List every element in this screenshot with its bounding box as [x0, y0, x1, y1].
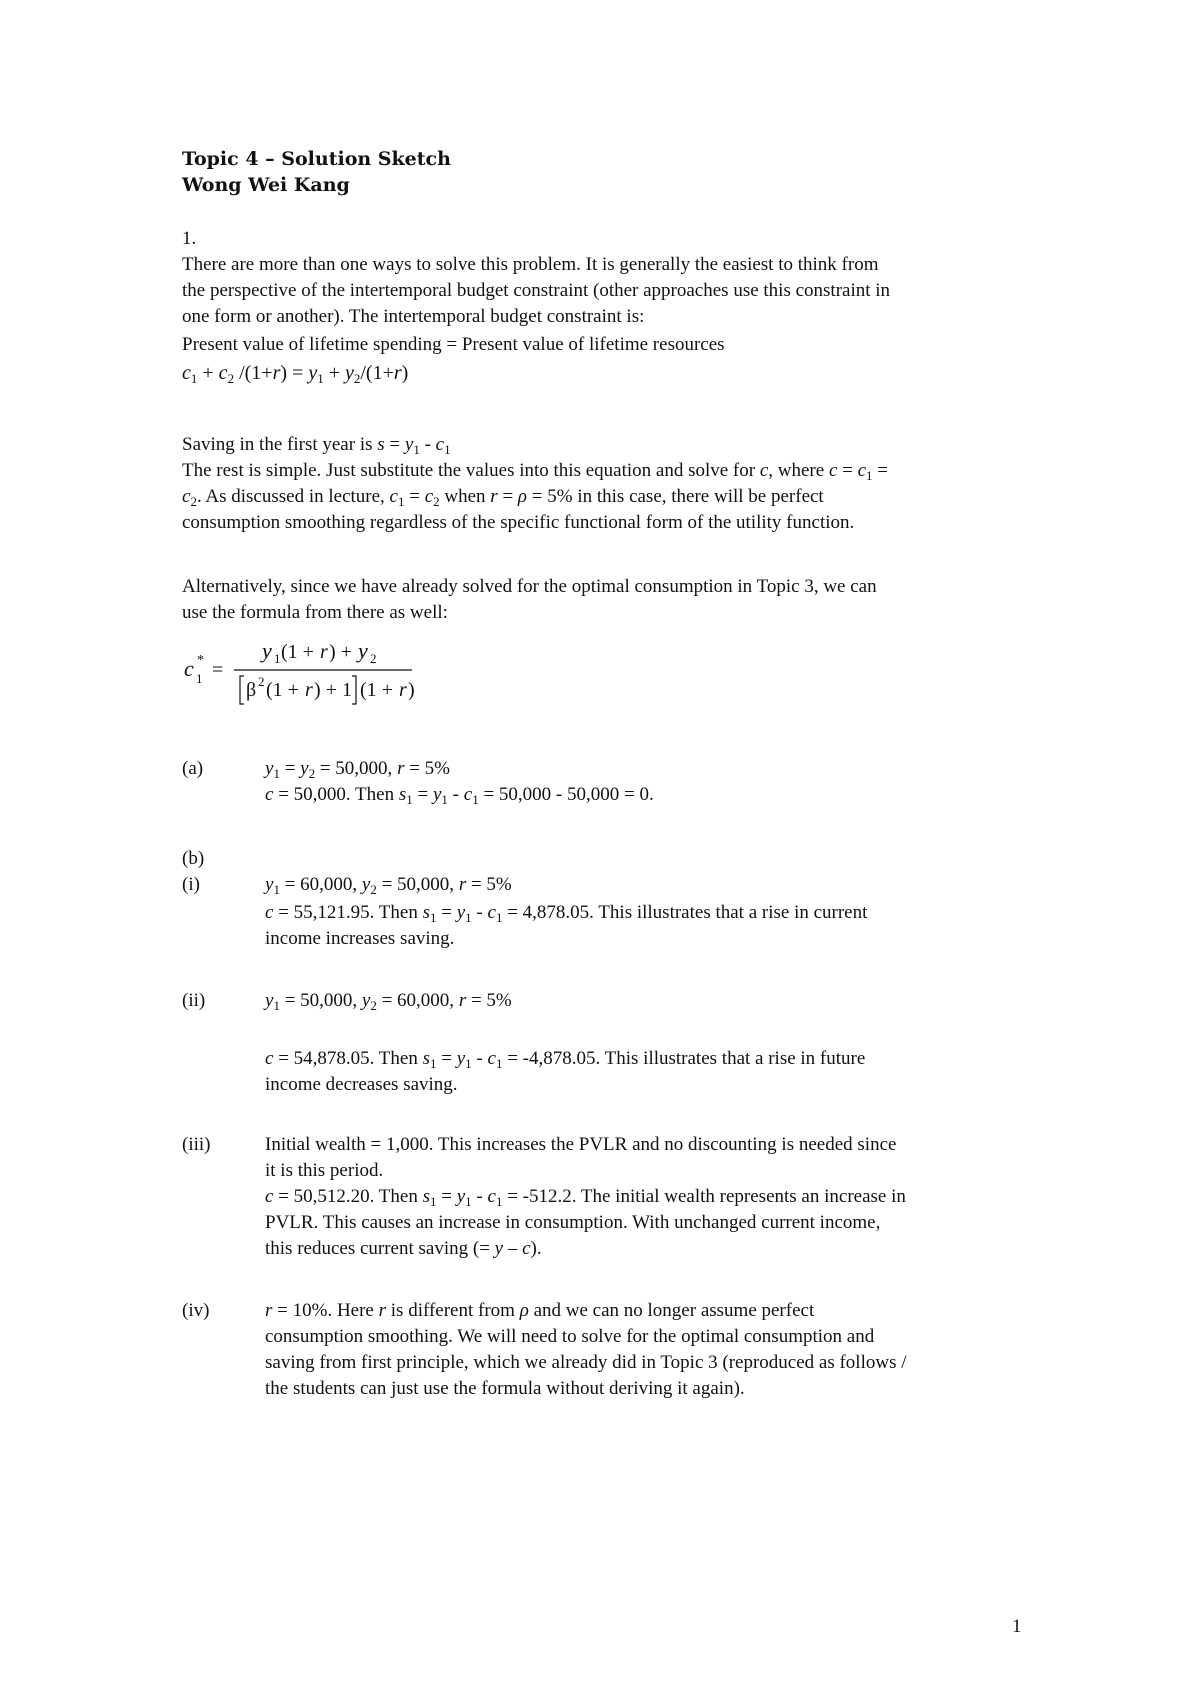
- svg-text:=: =: [212, 659, 224, 681]
- svg-text:(1 +: (1 +: [266, 679, 299, 701]
- part-iv-line-3: saving from first principle, which we already did in Topic 3 (reproduced as follows /: [265, 1352, 907, 1373]
- rest-line-1: The rest is simple. Just substitute the values into this equation and solve for c, where $c = c_1$ =: [182, 460, 889, 483]
- alternative-line-2: use the formula from there as well:: [182, 602, 448, 623]
- part-iii-line-4: PVLR. This causes an increase in consumption. With unchanged current income,: [265, 1212, 881, 1233]
- part-i-conclusion: income increases saving.: [265, 928, 455, 949]
- part-iv-label: (iv): [182, 1300, 210, 1321]
- svg-text:r: r: [320, 641, 328, 663]
- intro-line-3: one form or another). The intertemporal budget constraint is:: [182, 306, 645, 327]
- svg-text:y: y: [262, 638, 272, 663]
- part-iii-line-1: Initial wealth = 1,000. This increases the PVLR and no discounting is needed since: [265, 1134, 897, 1155]
- part-iii-line-5: this reduces current saving (= y – c).: [265, 1238, 542, 1259]
- part-i-label: (i): [182, 874, 200, 895]
- saving-definition: Saving in the first year is $s = y_1 - c_1$: [182, 434, 451, 457]
- svg-text:) +: ) +: [329, 641, 352, 663]
- part-b-label: (b): [182, 848, 205, 869]
- part-i-given: $y_1 = 60,000$, $y_2 = 50,000$, r = 5%: [265, 874, 512, 897]
- svg-text:1: 1: [196, 671, 203, 686]
- svg-text:r: r: [305, 679, 313, 701]
- part-a-result: c = 50,000. Then $s_1 = y_1 - c_1 = 50,000 - 50,000 = 0$.: [265, 784, 654, 807]
- svg-text:(1 +: (1 +: [281, 641, 314, 663]
- part-ii-conclusion: income decreases saving.: [265, 1074, 458, 1095]
- svg-text:(1 +: (1 +: [360, 679, 393, 701]
- part-a-label: (a): [182, 758, 204, 779]
- intro-line-2: the perspective of the intertemporal budget constraint (other approaches use this constraint in: [182, 280, 891, 301]
- svg-text:1: 1: [274, 651, 281, 666]
- document-title: Topic 4 – Solution Sketch: [182, 148, 451, 170]
- part-ii-label: (ii): [182, 990, 206, 1011]
- alternative-line-1: Alternatively, since we have already solved for the optimal consumption in Topic 3, we can: [182, 576, 877, 597]
- part-ii-given: $y_1 = 50,000$, $y_2 = 60,000$, r = 5%: [265, 990, 512, 1013]
- part-iv-line-1: r = 10%. Here r is different from ρ and we can no longer assume perfect: [265, 1300, 815, 1321]
- rest-line-3: consumption smoothing regardless of the specific functional form of the utility function.: [182, 512, 855, 533]
- svg-text:2: 2: [370, 651, 377, 666]
- question-number: 1.: [182, 228, 197, 249]
- svg-text:c: c: [184, 656, 194, 681]
- part-iii-label: (iii): [182, 1134, 211, 1155]
- optimal-consumption-formula: [182, 628, 442, 708]
- svg-text:) + 1: ) + 1: [314, 679, 352, 701]
- rest-line-2: $c_2$. As discussed in lecture, $c_1 = c_2$ when r = ρ = 5% in this case, there will be perfect: [182, 486, 824, 509]
- part-iv-line-2: consumption smoothing. We will need to solve for the optimal consumption and: [265, 1326, 875, 1347]
- present-value-line: Present value of lifetime spending = Present value of lifetime resources: [182, 334, 725, 355]
- part-a-given: $y_1 = y_2 = 50,000$, r = 5%: [265, 758, 451, 781]
- svg-text:β: β: [246, 679, 257, 701]
- part-ii-result: c = 54,878.05. Then $s_1 = y_1 - c_1 = -4,878.05$. This illustrates that a rise in future: [265, 1048, 866, 1071]
- page-number: 1: [1012, 1616, 1022, 1637]
- author-name: Wong Wei Kang: [182, 174, 350, 196]
- intro-line-1: There are more than one ways to solve this problem. It is generally the easiest to think from: [182, 254, 879, 275]
- svg-text:*: *: [197, 653, 204, 668]
- svg-text:): ): [408, 679, 415, 701]
- part-iii-line-3: c = 50,512.20. Then $s_1 = y_1 - c_1 = -512.2$. The initial wealth represents an increase in: [265, 1186, 906, 1209]
- part-iv-line-4: the students can just use the formula without deriving it again).: [265, 1378, 745, 1399]
- part-i-result: c = 55,121.95. Then $s_1 = y_1 - c_1 = 4,878.05$. This illustrates that a rise in current: [265, 902, 868, 925]
- svg-text:2: 2: [258, 674, 265, 689]
- part-iii-line-2: it is this period.: [265, 1160, 384, 1181]
- svg-text:y: y: [358, 638, 368, 663]
- budget-constraint-equation: $c_1 + c_2$ $/(1+r) = y_1 + y_2/(1+r)$: [182, 362, 409, 386]
- svg-text:r: r: [399, 679, 407, 701]
